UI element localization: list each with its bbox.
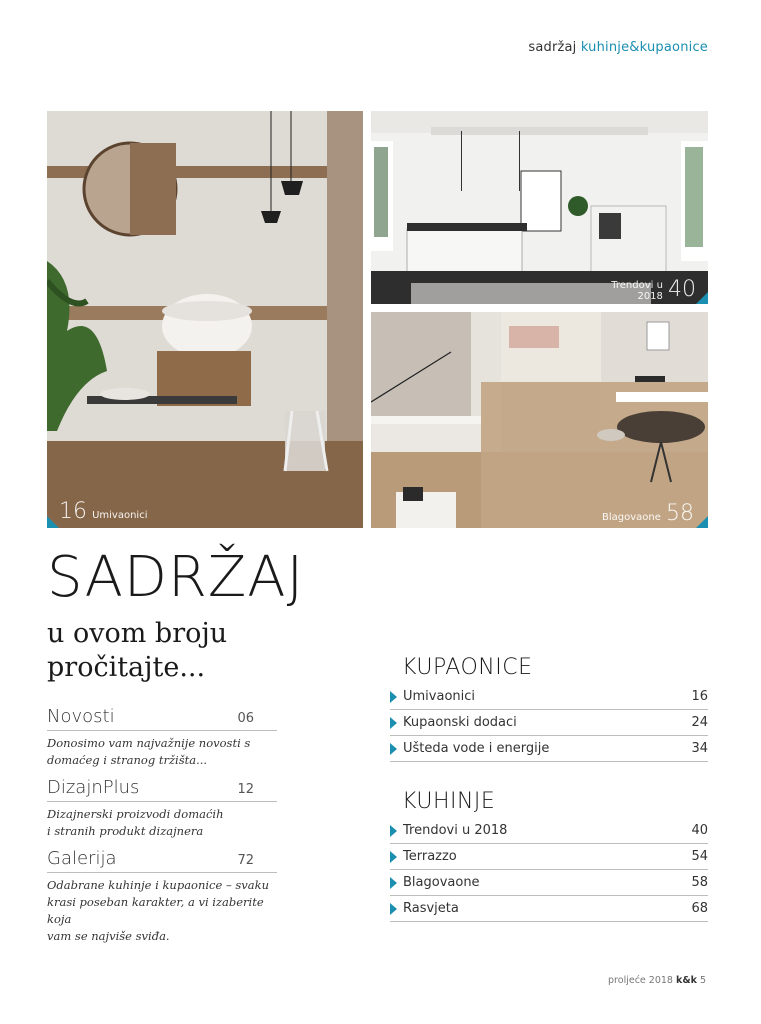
toc-item[interactable]	[390, 710, 708, 736]
photo-kitchen	[371, 111, 708, 304]
left-item-desc	[47, 806, 277, 840]
photo-number: 40	[668, 277, 696, 302]
corner-triangle	[696, 516, 708, 528]
desc-line: Odabrane kuhinje i kupaonice – svaku	[47, 878, 269, 892]
photo-dining	[371, 312, 708, 528]
left-item-head	[47, 848, 277, 873]
section-title-kuhinje: KUHINJE	[402, 789, 496, 814]
toc-label: Umivaonici	[403, 689, 476, 704]
triangle-right-icon	[390, 877, 397, 889]
photo-caption	[602, 501, 694, 526]
left-item-page: 06	[237, 711, 254, 726]
left-item-novosti[interactable]	[47, 706, 277, 769]
left-item-head	[47, 777, 277, 802]
left-item-desc	[47, 877, 277, 945]
left-item-desc	[47, 735, 277, 769]
triangle-right-icon	[390, 851, 397, 863]
left-item-head	[47, 706, 277, 731]
desc-line: Dizajnerski proizvodi domaćih	[47, 807, 224, 821]
toc-kupaonice	[390, 684, 708, 762]
toc-label: Kupaonski dodaci	[403, 715, 517, 730]
desc-line: vam se najviše sviđa.	[47, 929, 170, 943]
photo-number: 58	[666, 501, 694, 526]
toc-label: Ušteda vode i energije	[403, 741, 550, 756]
toc-label: Trendovi u 2018	[403, 823, 508, 838]
triangle-right-icon	[390, 691, 397, 703]
toc-page: 34	[691, 741, 708, 756]
corner-triangle	[696, 292, 708, 304]
page-subtitle	[47, 617, 227, 685]
subtitle-line: pročitajte...	[47, 652, 206, 683]
left-item-name: DizajnPlus	[47, 777, 140, 798]
photo-number: 16	[59, 499, 87, 524]
toc-page: 68	[691, 901, 708, 916]
photo-label: Blagovaone	[602, 512, 661, 523]
left-item-name: Novosti	[47, 706, 115, 727]
page-footer	[608, 975, 706, 986]
toc-page: 54	[691, 849, 708, 864]
desc-line: i stranih produkt dizajnera	[47, 824, 204, 838]
toc-item[interactable]	[390, 684, 708, 710]
left-item-galerija[interactable]	[47, 848, 277, 945]
subtitle-line: u ovom broju	[47, 618, 228, 649]
section-title-kupaonice: KUPAONICE	[402, 655, 533, 680]
toc-label: Blagovaone	[403, 875, 480, 890]
toc-page: 16	[691, 689, 708, 704]
desc-line: domaćeg i stranog tržišta...	[47, 753, 208, 767]
triangle-right-icon	[390, 903, 397, 915]
toc-label: Rasvjeta	[403, 901, 459, 916]
footer-issue: proljeće 2018	[608, 975, 673, 986]
left-item-dizajnplus[interactable]	[47, 777, 277, 840]
toc-page: 58	[691, 875, 708, 890]
corner-triangle	[47, 516, 59, 528]
toc-item[interactable]	[390, 870, 708, 896]
left-item-page: 72	[237, 853, 254, 868]
triangle-right-icon	[390, 717, 397, 729]
page-title: SADRŽAJ	[47, 545, 305, 610]
left-item-page: 12	[237, 782, 254, 797]
toc-page: 40	[691, 823, 708, 838]
toc-page: 24	[691, 715, 708, 730]
toc-item[interactable]	[390, 818, 708, 844]
toc-item[interactable]	[390, 896, 708, 922]
desc-line: Donosimo vam najvažnije novosti s	[47, 736, 251, 750]
photo-label: Trendovi u 2018	[611, 280, 663, 302]
photo-caption	[576, 277, 696, 302]
photo-caption	[59, 499, 148, 524]
header-section: sadržaj	[528, 40, 577, 55]
triangle-right-icon	[390, 825, 397, 837]
toc-kuhinje	[390, 818, 708, 922]
footer-brand: k&k	[676, 975, 697, 986]
toc-label: Terrazzo	[403, 849, 457, 864]
header-magazine: kuhinje&kupaonice	[580, 40, 708, 55]
toc-item[interactable]	[390, 736, 708, 762]
triangle-right-icon	[390, 743, 397, 755]
toc-item[interactable]	[390, 844, 708, 870]
left-item-name: Galerija	[47, 848, 117, 869]
photo-label: Umivaonici	[92, 510, 148, 521]
running-header	[528, 40, 708, 55]
footer-page-number: 5	[699, 975, 706, 986]
desc-line: krasi poseban karakter, a vi izaberite koja	[47, 895, 264, 926]
photo-bathroom	[47, 111, 363, 528]
